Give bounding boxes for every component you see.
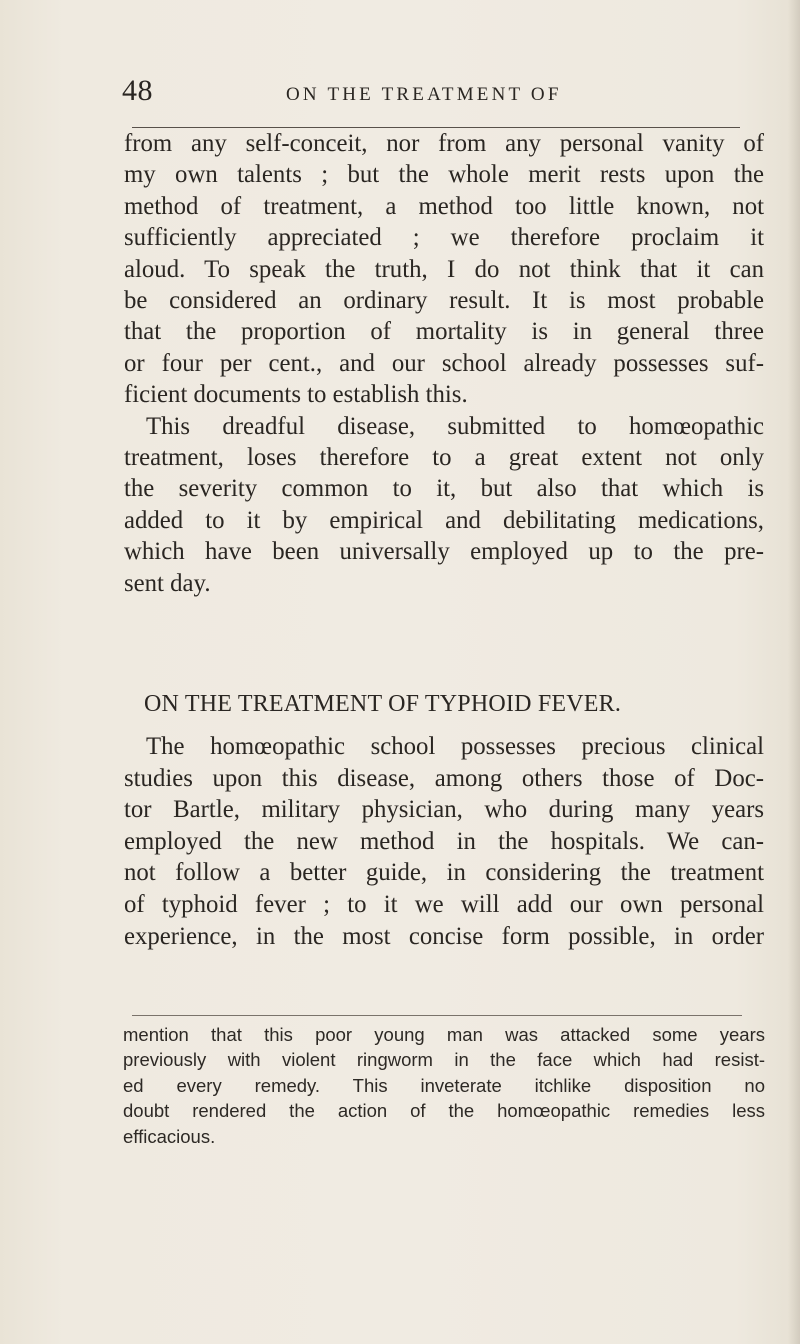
footnote-rule <box>132 1015 742 1016</box>
text-line: sent day. <box>124 569 211 597</box>
text-line: that the proportion of mortality is in general three <box>124 318 764 346</box>
body-text-bottom <box>124 731 764 952</box>
text-line: method of treatment, a method too little known, not <box>124 192 764 220</box>
footnote-line: doubt rendered the action of the homœopathic remedies less <box>123 1100 765 1122</box>
text-line: ficient documents to establish this. <box>124 381 468 409</box>
page-number: 48 <box>122 74 153 107</box>
text-line: the severity common to it, but also that which is <box>124 475 764 503</box>
text-line: sufficiently appreciated ; we therefore proclaim it <box>124 224 764 252</box>
text-line: aloud. To speak the truth, I do not think that it can <box>124 255 764 283</box>
page-edge-shadow <box>788 0 800 1344</box>
text-line: This dreadful disease, submitted to homœopathic <box>146 412 764 440</box>
text-line: of typhoid fever ; to it we will add our own personal <box>124 890 764 918</box>
text-line: be considered an ordinary result. It is most probable <box>124 287 764 315</box>
body-text-top <box>124 128 764 599</box>
text-line: employed the new method in the hospitals. We can- <box>124 827 764 855</box>
text-line: treatment, loses therefore to a great extent not only <box>124 444 764 472</box>
footnote-line: efficacious. <box>123 1125 216 1147</box>
text-line: which have been universally employed up to the pre- <box>124 538 764 566</box>
section-title: ON THE TREATMENT OF TYPHOID FEVER. <box>144 691 622 717</box>
text-line: added to it by empirical and debilitating medications, <box>124 506 764 534</box>
text-line: experience, in the most concise form possible, in order <box>124 922 764 950</box>
running-head: ON THE TREATMENT OF <box>286 84 562 105</box>
text-line: The homœopathic school possesses precious clinical <box>146 733 764 760</box>
text-line: my own talents ; but the whole merit rests upon the <box>124 161 764 189</box>
footnote-line: mention that this poor young man was attacked some years <box>123 1024 765 1045</box>
text-line: or four per cent., and our school already possesses suf- <box>124 349 764 377</box>
footnote <box>123 1022 765 1149</box>
page-header <box>122 74 762 114</box>
text-line: not follow a better guide, in considering the treatment <box>124 859 764 887</box>
text-line: studies upon this disease, among others those of Doc- <box>124 764 764 792</box>
text-line: from any self-conceit, nor from any personal vanity of <box>124 130 764 157</box>
footnote-line: ed every remedy. This inveterate itchlike disposition no <box>123 1074 765 1096</box>
text-line: tor Bartle, military physician, who during many years <box>124 796 764 824</box>
footnote-line: previously with violent ringworm in the face which had resist- <box>123 1049 765 1071</box>
